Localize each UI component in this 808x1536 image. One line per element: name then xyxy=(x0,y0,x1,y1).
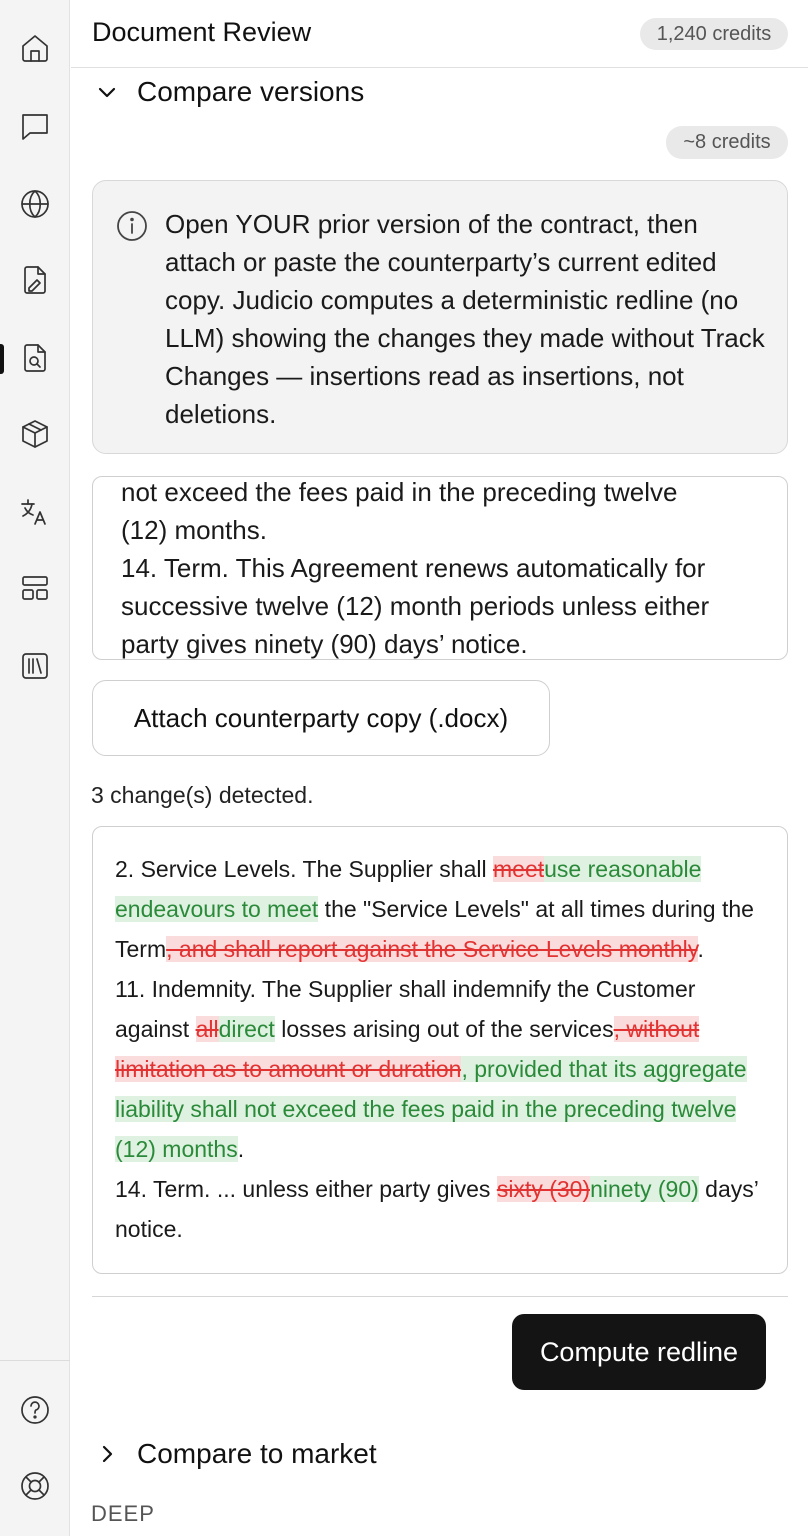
redline-deletion: sixty (30) xyxy=(496,1176,591,1202)
library-button[interactable] xyxy=(0,636,70,696)
icon-rail xyxy=(0,0,70,1536)
drafting-button[interactable] xyxy=(0,250,70,310)
header xyxy=(71,0,808,68)
cube-icon xyxy=(18,417,52,451)
redline-text: 2. Service Levels. The Supplier shall xyxy=(115,856,493,882)
redline-text: 14. Term. ... unless either party gives xyxy=(115,1176,497,1202)
redline-deletion: , without limitation as to amount or duration xyxy=(115,1016,700,1082)
redline-body xyxy=(115,849,765,1249)
redline-text: . xyxy=(237,1136,245,1162)
cost-badge: ~8 credits xyxy=(666,126,788,159)
chevron-right-icon xyxy=(95,1442,119,1466)
chat-icon xyxy=(18,109,52,143)
main-panel xyxy=(71,0,808,1536)
library-icon xyxy=(18,649,52,683)
models-button[interactable] xyxy=(0,404,70,464)
redline-paragraph xyxy=(115,849,765,969)
document-edit-icon xyxy=(18,263,52,297)
redline-paragraph xyxy=(115,969,765,1169)
templates-button[interactable] xyxy=(0,558,70,618)
redline-deletion: meet xyxy=(493,856,545,882)
support-icon xyxy=(18,1469,52,1503)
attach-counterparty-button[interactable]: Attach counterparty copy (.docx) xyxy=(92,680,550,756)
compare-market-toggle[interactable] xyxy=(95,1438,377,1470)
redline-text: days’ notice. xyxy=(115,1176,759,1242)
translate-icon xyxy=(18,495,52,529)
deep-section-label: DEEP xyxy=(91,1501,155,1526)
counterparty-text: not exceed the fees paid in the preceding twelve (12) months. 14. Term. This Agreement renews automatically for successive twelve (12) month periods unless either party gives ninety (90) days’ notice. xyxy=(121,477,710,659)
globe-icon xyxy=(18,187,52,221)
redline-text: 11. Indemnity. The Supplier shall indemnify the Customer against xyxy=(115,976,696,1042)
home-button[interactable] xyxy=(0,18,70,78)
redline-insertion: direct xyxy=(218,1016,275,1042)
redline-deletion: all xyxy=(195,1016,219,1042)
home-icon xyxy=(18,31,52,65)
counterparty-text-area[interactable] xyxy=(92,476,788,660)
chat-button[interactable] xyxy=(0,96,70,156)
redline-insertion: , provided that its aggregate liability shall not exceed the fees paid in the preceding twelve (12) months xyxy=(115,1056,747,1162)
credits-badge: 1,240 credits xyxy=(640,18,788,50)
help-button[interactable] xyxy=(0,1380,70,1440)
chevron-down-icon xyxy=(95,80,119,104)
layout-icon xyxy=(18,571,52,605)
help-icon xyxy=(18,1393,52,1427)
rail-divider xyxy=(0,1360,70,1361)
redline-output[interactable] xyxy=(92,826,788,1274)
redline-insertion: use reasonable endeavours to meet xyxy=(115,856,702,922)
redline-paragraph xyxy=(115,1169,765,1249)
section-divider xyxy=(92,1296,788,1297)
redline-text: the "Service Levels" at all times during the Term xyxy=(115,896,754,962)
compare-versions-label: Compare versions xyxy=(137,76,365,107)
review-button[interactable] xyxy=(0,328,70,388)
info-text: Open YOUR prior version of the contract, then attach or paste the counterparty’s current edited copy. Judicio computes a deterministic redline (no LLM) showing the changes they made without Track Changes — insertions read as insertions, not deletions. xyxy=(165,209,765,429)
compare-versions-toggle[interactable] xyxy=(95,76,364,108)
support-button[interactable] xyxy=(0,1456,70,1516)
document-search-icon xyxy=(18,341,52,375)
redline-insertion: ninety (90) xyxy=(590,1176,699,1202)
web-button[interactable] xyxy=(0,174,70,234)
redline-deletion: , and shall report against the Service Levels monthly xyxy=(166,936,698,962)
redline-text: losses arising out of the services xyxy=(274,1016,614,1042)
info-callout xyxy=(92,180,788,454)
compare-market-label: Compare to market xyxy=(137,1438,377,1469)
changes-summary: 3 change(s) detected. xyxy=(91,782,314,808)
page-title: Document Review xyxy=(92,17,312,47)
info-icon xyxy=(115,209,149,243)
redline-text: . xyxy=(697,936,704,962)
translate-button[interactable] xyxy=(0,482,70,542)
compute-redline-button[interactable]: Compute redline xyxy=(512,1314,766,1390)
